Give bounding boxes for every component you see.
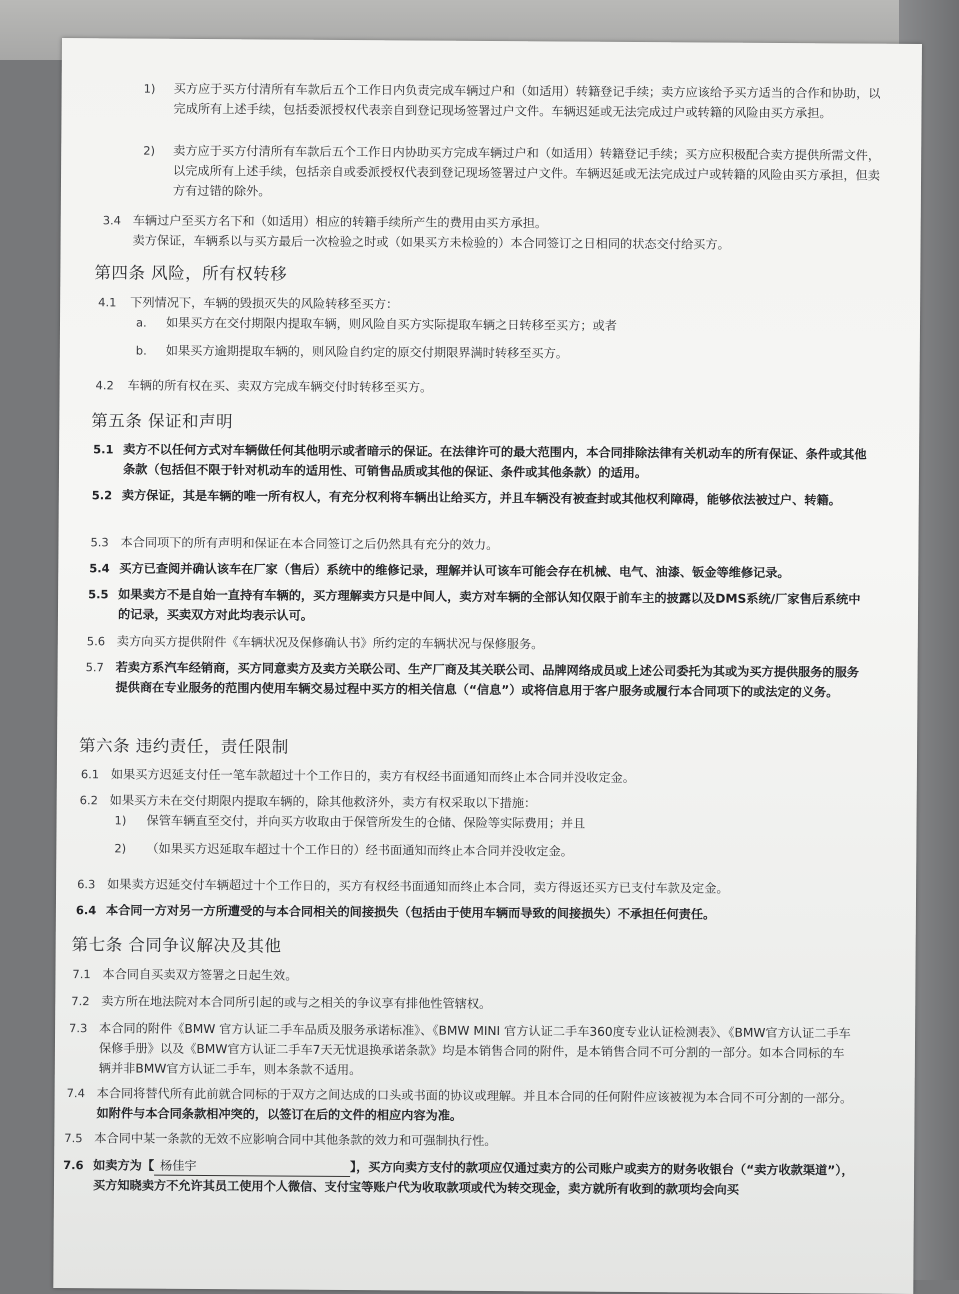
clause-5-2: 卖方保证，其是车辆的唯一所有权人，有充分权利将车辆出让给买方，并且车辆没有被查封或其他权利障碍，能够依法被过户、转籍。 <box>121 488 841 508</box>
clause-4-1-a: 如果买方在交付期限内提取车辆，则风险自买方实际提取车辆之日转移至买方；或者 <box>165 315 617 333</box>
clause-number: 7.2 <box>71 994 90 1009</box>
clause-6-1: 如果买方迟延支付任一笔车款超过十个工作日的，卖方有权经书面通知而终止本合同并没收定金。 <box>110 767 635 786</box>
item-number: 1) <box>143 81 156 96</box>
clause-6-4: 本合同一方对另一方所遭受的与本合同相关的间接损失（包括由于使用车辆而导致的间接损失）不承担任何责任。 <box>105 903 716 922</box>
clause-6-2-1: 保管车辆直至交付，并向买方收取由于保管所发生的仓储、保险等实际费用；并且 <box>146 813 586 831</box>
clause-number: 6.4 <box>75 903 97 918</box>
clause-5-4: 买方已查阅并确认该车在厂家（售后）系统中的维修记录，理解并认可该车可能会存在机械、电气、油漆、钣金等维修记录。 <box>119 561 790 581</box>
clause-number: 7.6 <box>63 1158 84 1173</box>
clause-5-3: 本合同项下的所有声明和保证在本合同签订之后仍然具有充分的效力。 <box>120 535 499 553</box>
clause-7-4-text: 本合同将替代所有此前就合同标的于双方之间达成的口头或书面的协议或理解。并且本合同的任何附件应该被视为本合同不可分割的一部分。 <box>96 1086 853 1106</box>
clause-6-2-2: （如果买方迟延取车超过十个工作日的）经书面通知而终止本合同并没收定金。 <box>146 841 573 859</box>
clause-6-3: 如果卖方迟延交付车辆超过十个工作日的，买方有权经书面通知而终止本合同，卖方得返还买方已支付车款及定金。 <box>107 877 729 896</box>
clause-7-6-post: 】，买方向卖方支付的款项应仅通过卖方的公司账户或卖方的财务收银台（“卖方收款渠道”），买方知晓卖方不允许其员工使用个人微信、支付宝等账户代为收取款项或代为转交现金，卖方就所有收到的款项均会向买 <box>92 1160 854 1197</box>
clause-number: 6.2 <box>79 793 99 808</box>
clause-6-2: 如果买方未在交付期限内提取车辆的，除其他救济外，卖方有权采取以下措施： <box>109 793 537 811</box>
clause-number: 7.3 <box>69 1021 88 1036</box>
clause-5-6: 卖方向买方提供附件《车辆状况及保修确认书》所约定的车辆状况与保修服务。 <box>116 634 544 652</box>
clause-7-5: 本合同中某一条款的无效不应影响合同中其他条款的效力和可强制执行性。 <box>94 1131 497 1149</box>
clause-4-1: 下列情况下，车辆的毁损灭失的风险转移至买方： <box>130 295 399 312</box>
clause-number: 5.5 <box>88 587 109 602</box>
clause-number: 7.5 <box>64 1131 83 1146</box>
clause-number: 5.1 <box>93 442 114 457</box>
clause-number: 5.4 <box>89 561 110 576</box>
clause-5-1: 卖方不以任何方式对车辆做任何其他明示或者暗示的保证。在法律许可的最大范围内，本合同排除法律有关机动车的所有保证、条件或其他条款（包括但不限于针对机动车的适用性、可销售品质或其他的保证、条件或其他条款）的适用。 <box>122 442 867 481</box>
clause-4-2: 车辆的所有权在买、卖双方完成车辆交付时转移至买方。 <box>127 378 433 395</box>
article-4-heading: 第四条 风险，所有权转移 <box>94 263 288 284</box>
clause-5-7: 若卖方系汽车经销商，买方同意卖方及卖方关联公司、生产厂商及其关联公司、品牌网络成员或上述公司委托为其或为买方提供服务的服务提供商在专业服务的范围内使用车辆交易过程中买方的相关信息（“信息”）或将信息用于客户服务或履行本合同项下的或法定的义务。 <box>115 660 860 700</box>
clause-number: 7.4 <box>66 1086 85 1101</box>
clause-4-1-b: 如果买方逾期提取车辆的，则风险自约定的原交付期限界满时转移至买方。 <box>165 343 569 361</box>
clause-number: 4.2 <box>95 378 114 393</box>
clause-7-3: 本合同的附件《BMW 官方认证二手车品质及服务承诺标准》、《BMW MINI 官方认证二手车360度专业认证检测表》、《BMW官方认证二手车保修手册》以及《BMW官方认证二手车7天无忧退换承诺条款》均是本销售合同的附件，是本销售合同不可分割的一部分。如本合同标的车辆并非BMW官方认证二手车，则本条款不适用。 <box>98 1021 851 1078</box>
clause-number: 5.7 <box>85 660 104 675</box>
clause-5-5: 如果卖方不是自始一直持有车辆的，买方理解卖方只是中间人，卖方对车辆的全部认知仅限于前车主的披露以及DMS系统/厂家售后系统中的记录，买卖双方对此均表示认可。 <box>117 587 861 623</box>
item-number: 2) <box>114 841 127 856</box>
clause-number: 4.1 <box>98 295 117 310</box>
contract-page <box>53 38 922 1294</box>
article-5-heading: 第五条 保证和声明 <box>91 411 234 432</box>
clause-3-4-line2: 卖方保证，车辆系以与买方最后一次检验之时或（如果买方未检验的）本合同签订之日相同的状态交付给买方。 <box>132 233 730 252</box>
clause-item-2: 卖方应于买方付清所有车款后五个工作日内协助买方完成车辆过户和（如适用）转籍登记手续；买方应积极配合卖方提供所需文件，以完成所有上述手续，包括亲自或委派授权代表到登记现场签署过户文件。车辆迟延或无法完成过户或转籍的风险由买方承担，但卖方有过错的除外。 <box>172 143 881 199</box>
item-number: 1) <box>114 813 127 828</box>
clause-item-1: 买方应于买方付清所有车款后五个工作日内负责完成车辆过户和（如适用）转籍登记手续；卖方应该给予买方适当的合作和协助，以完成所有上述手续，包括委派授权代表亲自到登记现场签署过户文件。车辆迟延或无法完成过户或转籍的风险由买方承担。 <box>173 81 881 121</box>
clause-7-2: 卖方所在地法院对本合同所引起的或与之相关的争议享有排他性管辖权。 <box>101 994 492 1012</box>
clause-7-6-pre: 如卖方为【 <box>93 1158 155 1173</box>
item-number: 2) <box>143 143 156 158</box>
clause-7-6 <box>93 1155 855 1200</box>
article-7-heading: 第七条 合同争议解决及其他 <box>71 935 282 956</box>
clause-7-1: 本合同自买卖双方签署之日起生效。 <box>102 967 298 983</box>
clause-number: 5.2 <box>91 488 113 503</box>
seller-name-field: 杨佳宇 <box>154 1158 350 1177</box>
article-6-heading: 第六条 违约责任，责任限制 <box>78 736 289 757</box>
item-letter: b. <box>135 343 147 358</box>
clause-3-4-line1: 车辆过户至买方名下和（如适用）相应的转籍手续所产生的费用由买方承担。 <box>132 213 548 231</box>
clause-number: 7.1 <box>72 967 91 982</box>
item-letter: a. <box>135 315 147 330</box>
clause-number: 3.4 <box>102 213 122 228</box>
clause-7-4 <box>96 1083 852 1128</box>
clause-7-4-bold: 如附件与本合同条款相冲突的，以签订在后的文件的相应内容为准。 <box>96 1106 463 1123</box>
clause-number: 6.3 <box>77 877 96 892</box>
clause-number: 5.3 <box>90 535 109 550</box>
clause-number: 5.6 <box>86 634 106 649</box>
clause-number: 6.1 <box>80 767 100 782</box>
